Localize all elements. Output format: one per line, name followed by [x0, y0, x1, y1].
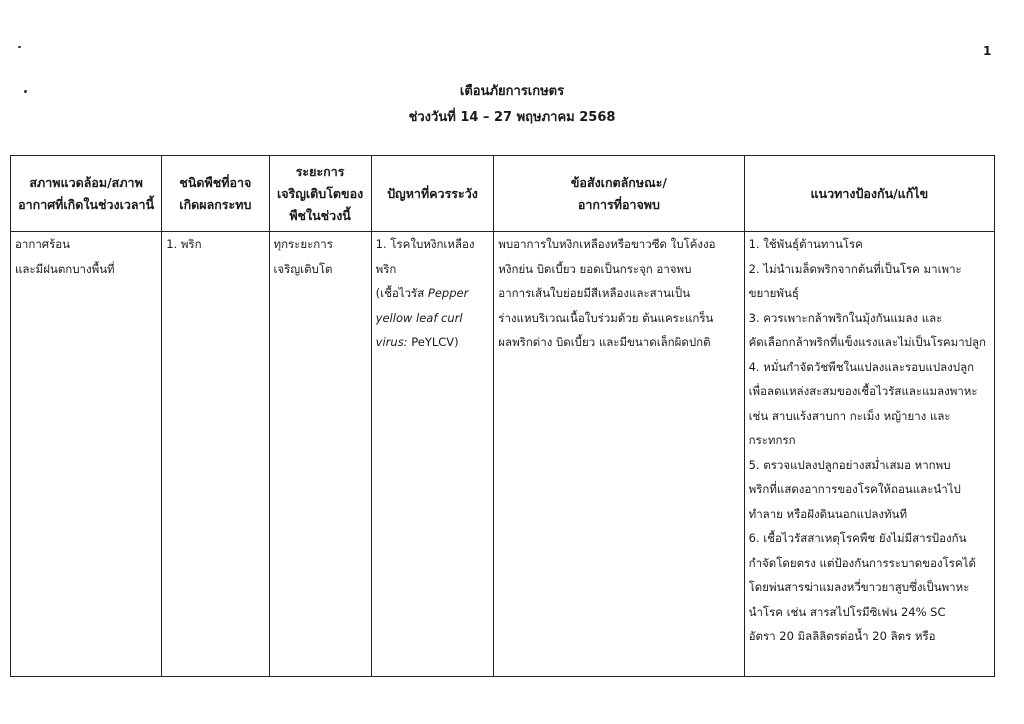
header-crop: [162, 156, 269, 232]
cell-text: เพื่อลดแหล่งสะสมของเชื้อไวรัสและแมลงพาหะ: [748, 384, 978, 398]
cell-text: คัดเลือกกล้าพริกที่แข็งแรงและไม่เป็นโรคมาปลูก: [748, 335, 986, 349]
cell-text: เจริญเติบโต: [273, 261, 333, 276]
cell-text: กระทกรก: [748, 433, 796, 447]
cell-text: ผลพริกด่าง บิดเบี้ยว และมีขนาดเล็กผิดปกติ: [498, 335, 711, 349]
header-symptoms: [494, 156, 744, 232]
cell-text: 3. ควรเพาะกล้าพริกในมุ้งกันแมลง และ: [748, 310, 943, 325]
header-text: สภาพแวดล้อม/สภาพ: [29, 174, 143, 190]
scan-speck: [18, 46, 21, 48]
table-row: [11, 232, 995, 677]
cell-text: พบอาการใบหงิกเหลืองหรือขาวซีด ใบโค้งงอ: [498, 237, 716, 251]
cell-problem: [371, 232, 494, 677]
cell-text: หงิกย่น บิดเบี้ยว ยอดเป็นกระจุก อาจพบ: [498, 261, 692, 276]
cell-crop: [162, 232, 269, 677]
cell-text: [376, 281, 490, 306]
header-text: อากาศที่เกิดในช่วงเวลานี้: [18, 196, 155, 212]
cell-text: พริกที่แสดงอาการของโรคให้ถอนและนำไป: [748, 482, 961, 496]
cell-text: 2. ไม่นำเมล็ดพริกจากต้นที่เป็นโรค มาเพาะ: [748, 261, 962, 276]
cell-environment: [11, 232, 162, 677]
cell-text: และมีฝนตกบางพื้นที่: [15, 261, 115, 276]
header-text: ปัญหาที่ควรระวัง: [387, 185, 478, 201]
virus-label: (เชื้อไวรัส: [375, 286, 428, 300]
cell-text: 1. ใช้พันธุ์ต้านทานโรค: [748, 237, 863, 251]
header-problem: [371, 156, 494, 232]
cell-text: 6. เชื้อไวรัสสาเหตุโรคพืช ยังไม่มีสารป้องกัน: [748, 531, 967, 545]
cell-text: 1. พริก: [166, 237, 202, 251]
cell-text: ทุกระยะการ: [273, 237, 333, 251]
cell-text: อาการเส้นใบย่อยมีสีเหลืองและสานเป็น: [498, 286, 691, 300]
cell-text: ร่างแหบริเวณเนื้อใบร่วมด้วย ต้นแคระแกร็น: [498, 310, 714, 325]
header-text: ระยะการ: [295, 163, 345, 179]
virus-name-italic: Pepper: [427, 286, 469, 300]
cell-text: โดยพ่นสารฆ่าแมลงหวี่ขาวยาสูบซึ่งเป็นพาหะ: [748, 580, 970, 594]
warning-table: [10, 155, 995, 677]
cell-prevention: [744, 232, 994, 677]
header-environment: [11, 156, 162, 232]
header-text: ชนิดพืชที่อาจ: [179, 174, 252, 190]
cell-text: [376, 330, 490, 355]
cell-text: 1. โรคใบหงิกเหลือง: [375, 237, 475, 251]
virus-name-italic: virus:: [375, 335, 408, 349]
header-prevention: [744, 156, 994, 232]
cell-text: อากาศร้อน: [15, 237, 71, 251]
header-text: อาการที่อาจพบ: [577, 196, 660, 212]
cell-text: นำโรค เช่น สารสไปโรมีซิเฟน 24% SC: [748, 604, 946, 619]
header-text: แนวทางป้องกัน/แก้ไข: [810, 185, 929, 201]
document-title: เตือนภัยการเกษตร: [459, 84, 565, 99]
document-date-range: ช่วงวันที่ 14 – 27 พฤษภาคม 2568: [408, 110, 616, 125]
cell-text: อัตรา 20 มิลลิลิตรต่อน้ำ 20 ลิตร หรือ: [748, 629, 936, 643]
cell-text: 5. ตรวจแปลงปลูกอย่างสม่ำเสมอ หากพบ: [748, 457, 951, 472]
header-text: เจริญเติบโตของ: [276, 185, 364, 201]
cell-text: ทำลาย หรือฝังดินนอกแปลงทันที: [748, 506, 908, 521]
header-text: เกิดผลกระทบ: [179, 196, 252, 212]
cell-text: ขยายพันธุ์: [748, 286, 799, 300]
header-row: [11, 156, 995, 232]
page-number: 1: [983, 44, 992, 58]
header-text: พืชในช่วงนี้: [289, 207, 351, 223]
cell-text: เช่น สาบแร้งสาบกา กะเม็ง หญ้ายาง และ: [748, 408, 951, 423]
header-growth-stage: [269, 156, 371, 232]
cell-symptoms: [494, 232, 744, 677]
cell-growth-stage: [269, 232, 371, 677]
cell-text: กำจัดโดยตรง แต่ป้องกันการระบาดของโรคได้: [748, 555, 976, 570]
virus-abbreviation: PeYLCV): [407, 335, 459, 349]
cell-text: พริก: [375, 261, 397, 276]
cell-text: 4. หมั่นกำจัดวัชพืชในแปลงและรอบแปลงปลูก: [748, 359, 975, 374]
virus-name-italic: yellow leaf curl: [375, 310, 463, 325]
header-text: ข้อสังเกตลักษณะ/: [570, 174, 667, 190]
